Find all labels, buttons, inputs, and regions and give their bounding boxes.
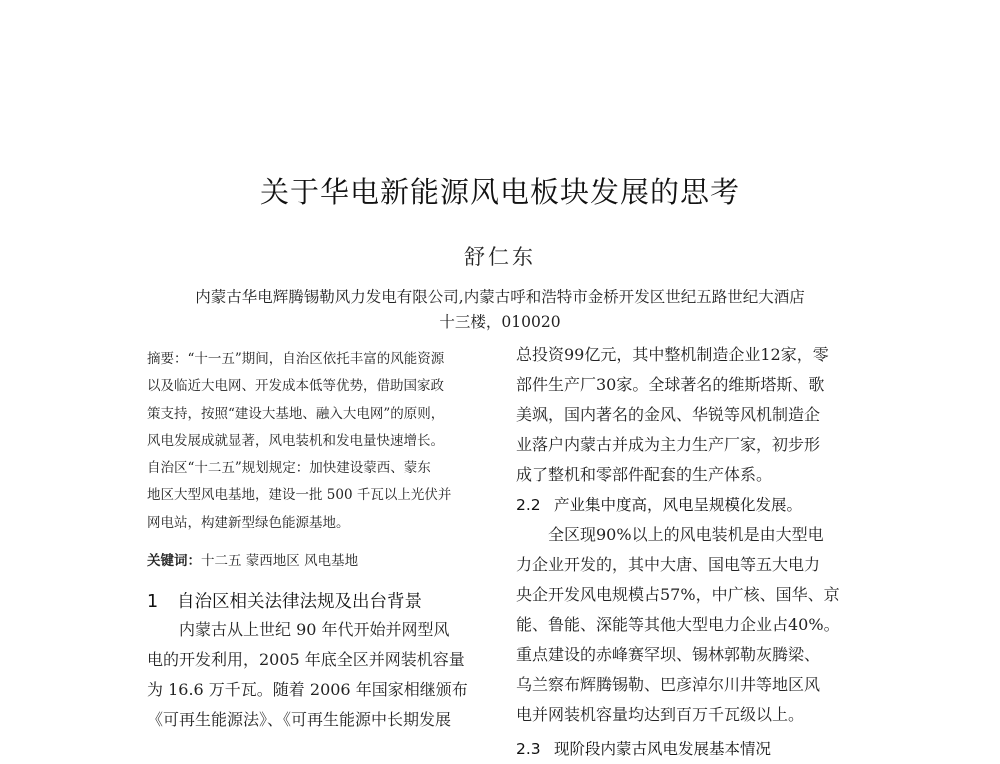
- keywords: [147, 548, 489, 575]
- body-line: 为 16.6 万千瓦。随着 2006 年国家相继颁布: [147, 680, 468, 700]
- keywords-label: 关键词：: [147, 553, 201, 570]
- continuation-paragraph: [516, 340, 856, 490]
- abstract-line: 网电站，构建新型绿色能源基地。: [147, 514, 350, 531]
- affiliation-line-2: 十三楼，010020: [439, 313, 561, 331]
- body-line: 电并网装机容量均达到百万千瓦级以上。: [516, 705, 805, 724]
- affiliation-line-1: 内蒙古华电辉腾锡勒风力发电有限公司,内蒙古呼和浩特市金桥开发区世纪五路世纪大酒店: [195, 288, 805, 306]
- right-column: [516, 346, 856, 764]
- body-line: 总投资99亿元，其中整机制造企业12家，零: [516, 345, 829, 364]
- abstract-line: 风电发展成就显著，风电装机和发电量快速增长。: [147, 432, 444, 449]
- section-number: 2.2: [516, 496, 541, 514]
- body-line: 全区现90%以上的风电装机是由大型电: [548, 525, 824, 544]
- left-column: [147, 346, 489, 735]
- abstract-line: 地区大型风电基地，建设一批 500 千瓦以上光伏并: [147, 487, 452, 504]
- body-line: 央企开发风电规模占57%，中广核、国华、京: [516, 585, 840, 604]
- body-line: 能、鲁能、深能等其他大型电力企业占40%。: [516, 615, 840, 634]
- keywords-value: 十二五 蒙西地区 风电基地: [201, 553, 359, 570]
- body-line: 乌兰察布辉腾锡勒、巴彦淖尔川井等地区风: [516, 675, 821, 694]
- section-title: 现阶段内蒙古风电发展基本情况: [554, 740, 772, 758]
- section-2-3-heading: [516, 734, 856, 764]
- affiliation: [0, 285, 1000, 335]
- section-title: 自治区相关法律法规及出台背景: [177, 592, 422, 613]
- abstract: [147, 346, 489, 537]
- section-2-2-heading: [516, 490, 856, 520]
- section-title: 产业集中度高，风电呈规模化发展。: [554, 496, 803, 514]
- body-line: 《可再生能源法》、《可再生能源中长期发展: [147, 710, 452, 730]
- abstract-label: 摘要：: [147, 351, 188, 367]
- section-1-heading: [147, 589, 489, 615]
- body-line: 美飒，国内著名的金风、华锐等风机制造企: [516, 405, 821, 424]
- body-line: 成了整机和零部件配套的生产体系。: [516, 465, 773, 484]
- section-2-2-body: [516, 520, 856, 730]
- body-line: 业落户内蒙古并成为主力生产厂家，初步形: [516, 435, 821, 454]
- abstract-line: 以及临近大电网、开发成本低等优势，借助国家政: [147, 378, 444, 395]
- author-name: 舒仁东: [464, 245, 536, 269]
- abstract-line: 策支持，按照“建设大基地、融入大电网”的原则，: [147, 405, 445, 422]
- body-line: 部件生产厂30家。全球著名的维斯塔斯、歌: [516, 375, 825, 394]
- paper-title: 关于华电新能源风电板块发展的思考: [259, 175, 740, 209]
- body-line: 电的开发利用，2005 年底全区并网装机容量: [147, 650, 465, 670]
- abstract-line: 自治区“十二五”规划规定：加快建设蒙西、蒙东: [147, 460, 431, 477]
- body-line: 力企业开发的，其中大唐、国电等五大电力: [516, 555, 821, 574]
- abstract-line: “十一五”期间，自治区依托丰富的风能资源: [187, 351, 445, 367]
- body-line: 重点建设的赤峰赛罕坝、锡林郭勒灰腾梁、: [516, 645, 821, 664]
- section-number: 1: [147, 592, 159, 613]
- section-number: 2.3: [516, 740, 541, 758]
- section-1-body: [147, 615, 489, 735]
- body-line: 内蒙古从上世纪 90 年代开始并网型风: [179, 620, 450, 640]
